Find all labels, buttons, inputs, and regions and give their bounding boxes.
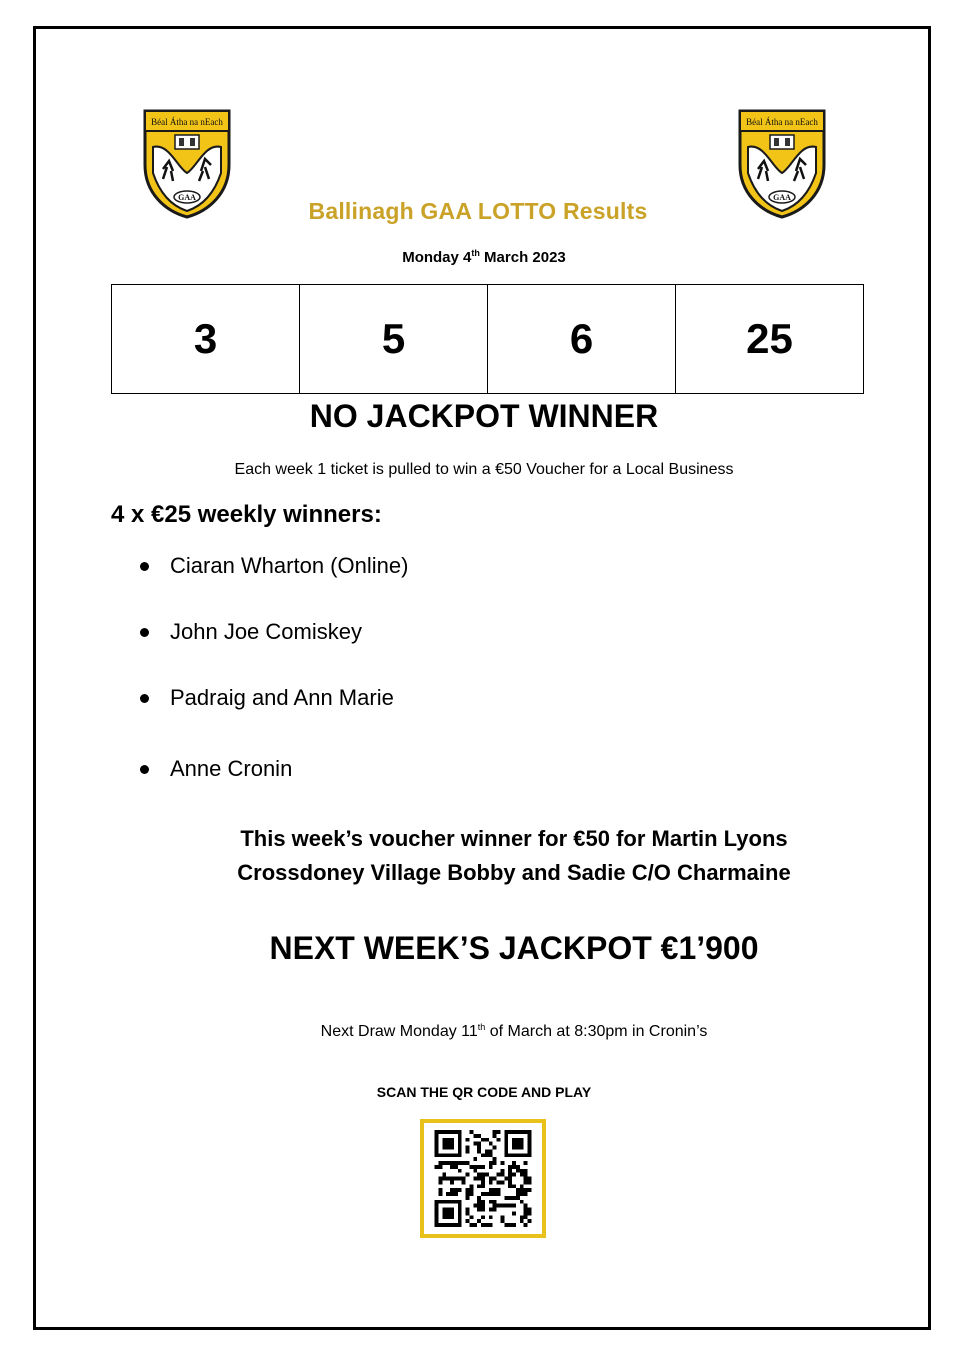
bullet-icon: [140, 562, 149, 571]
draw-date: [0, 248, 956, 266]
bullet-icon: [140, 694, 149, 703]
draw-date-month: March 2023: [479, 249, 566, 266]
winner-name: Padraig and Ann Marie: [170, 685, 394, 710]
svg-text:GAA: GAA: [178, 193, 196, 202]
bullet-icon: [140, 628, 149, 637]
winner-name: John Joe Comiskey: [170, 619, 362, 644]
next-draw-ordinal: th: [477, 1022, 486, 1032]
winner-list-item: [140, 553, 408, 579]
winner-list-item: [140, 756, 292, 782]
draw-date-day: Monday 4: [402, 249, 472, 266]
voucher-note: Each week 1 ticket is pulled to win a €50 Voucher for a Local Business: [234, 461, 734, 478]
next-draw-details: of March at 8:30pm in Cronin’s: [485, 1023, 708, 1040]
winning-number: 5: [300, 285, 488, 393]
winning-number: 3: [112, 285, 300, 393]
winner-list-item: [140, 619, 362, 645]
voucher-winner-line-2: Crossdoney Village Bobby and Sadie C/O Charmaine: [237, 860, 791, 885]
jackpot-result-headline: NO JACKPOT WINNER: [309, 398, 659, 434]
voucher-winner-line-1: This week’s voucher winner for €50 for Martin Lyons: [240, 826, 788, 851]
next-draw-info: [0, 1022, 956, 1041]
page-title: Ballinagh GAA LOTTO Results: [308, 198, 648, 224]
qr-code-icon: [431, 1130, 535, 1227]
qr-code[interactable]: [420, 1119, 546, 1238]
draw-date-ordinal: th: [471, 248, 480, 258]
svg-text:Béal Átha na nEach: Béal Átha na nEach: [151, 117, 223, 127]
svg-text:GAA: GAA: [773, 193, 791, 202]
bullet-icon: [140, 765, 149, 774]
winning-number: 6: [488, 285, 676, 393]
winner-list-item: [140, 685, 394, 711]
next-draw-day: Next Draw Monday 11: [320, 1023, 478, 1040]
svg-text:Béal Átha na nEach: Béal Átha na nEach: [746, 117, 818, 127]
next-jackpot-headline: NEXT WEEK’S JACKPOT €1’900: [269, 930, 759, 966]
scan-qr-label: SCAN THE QR CODE AND PLAY: [376, 1084, 592, 1100]
winner-name: Ciaran Wharton (Online): [170, 553, 409, 578]
weekly-winners-heading: 4 x €25 weekly winners:: [111, 501, 382, 528]
winning-number: 25: [746, 315, 793, 362]
winning-numbers-table: [111, 284, 864, 394]
winner-name: Anne Cronin: [170, 756, 293, 781]
